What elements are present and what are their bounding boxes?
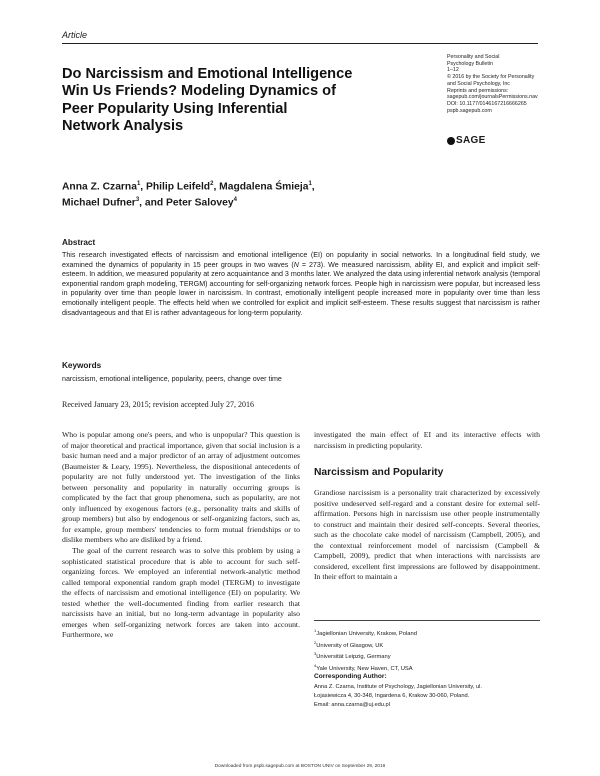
sage-logo-icon [447, 137, 455, 145]
title-line: Do Narcissism and Emotional Intelligence [62, 66, 353, 82]
body-paragraph: investigated the main effect of EI and its interactive effects with narcissism in predicting popularity. [314, 430, 540, 450]
article-label: Article [62, 30, 88, 40]
author-name: , Philip Leifeld [140, 181, 211, 193]
title-line: Win Us Friends? Modeling Dynamics of [62, 83, 336, 100]
doi-line[interactable]: DOI: 10.1177/0146167216666265 [447, 100, 527, 107]
journal-info [447, 54, 557, 114]
keywords-text: narcissism, emotional intelligence, popularity, peers, change over time [62, 375, 282, 383]
paper-title [62, 66, 422, 136]
corresponding-author-details [314, 683, 540, 709]
body-right-column [314, 488, 540, 583]
keywords-heading: Keywords [62, 361, 102, 370]
journal-info-line: 1–12 [447, 67, 459, 74]
journal-info-line: Psychology Bulletin [447, 60, 493, 67]
author-affiliation-mark: 2 [210, 181, 214, 187]
body-left-column [62, 430, 300, 641]
corresponding-line: Anna Z. Czarna, Institute of Psychology, Jagiellonian University, ul. [314, 684, 482, 690]
journal-url[interactable]: pspb.sagepub.com [447, 107, 492, 114]
footnote-rule [314, 620, 540, 621]
body-paragraph: Who is popular among one's peers, and who is unpopular? This question is of major theoretical and practical importance, given that social inclusion is a basic human need and a major predictor of an array of adjustment outcomes (Baumeister & Leary, 1995). Nevertheless, the dispositional antecedents of popularity are not fully understood yet. The investigation of the links between personality and popularity in naturally occurring groups is complicated by the fact that group phenomena, such as popularity, are not only influenced by exogenous factors (e.g., personality traits and skills of group members) but also by endogenous or self-organizing factors, such as, for example, group members' tendencies to form mutual friendships or to dislike members who are disliked by a friend. [62, 430, 300, 545]
body-paragraph: Grandiose narcissism is a personality trait characterized by excessively positive undeserved self-regard and a constant desire for external self-affirmation. Persons high in narcissism use other people instrumentally to construct and maintain their desired self-concepts. Several theories, such as the chocolate cake model of narcissism (Campbell, 2005), and the contextual reinforcement model of narcissism (Campbell & Campbell, 2009), predict that when interactions with narcissists are considered, excellent first impressions are followed by disappointment. In their effort to maintain a [314, 488, 540, 582]
author-affiliation-mark: 1 [136, 181, 141, 187]
affiliation-line: $^3$Universität Leipzig, Germany [314, 651, 391, 661]
author-name: , Magdalena Śmieja [213, 181, 309, 193]
affiliations [314, 627, 540, 674]
author-name: Michael Dufner [62, 197, 136, 209]
title-line: Network Analysis [62, 118, 184, 135]
affiliation-line: $^1$Jagiellonian University, Krakow, Poland [314, 628, 417, 637]
body-right-continuation [314, 430, 540, 451]
corresponding-author-heading: Corresponding Author: [314, 673, 387, 680]
journal-info-line: Reprints and permissions: [447, 87, 509, 94]
title-line: Peer Popularity Using Inferential [62, 100, 288, 117]
author-affiliation-mark: 1 [308, 181, 312, 187]
sage-logo-text: SAGE [456, 135, 486, 146]
abstract-heading: Abstract [62, 238, 96, 247]
affiliation-line: $^2$University of Glasgow, UK [314, 639, 384, 649]
affiliation-line: $^4$Yale University, New Haven, CT, USA [314, 663, 413, 673]
sage-logo [447, 135, 486, 146]
header-rule [62, 43, 538, 44]
corresponding-line: Łojasiewicza 4, 30-348, Ingardena 6, Krakow 30-060, Poland. [314, 692, 470, 699]
abstract-text: This research investigated effects of narcissism and emotional intelligence (EI) on popularity in social networks. In a longitudinal field study, we examined the dynamics of popularity in 15 peer groups in two waves (N = 273). We measured narcissism, ability EI, and explicit and implicit self-esteem. In addition, we measured popularity at zero acquaintance and 3 months later. We analyzed the data using inferential network analysis (temporal exponential random graph modeling, TERGM) accounting for self-organizing network forces. People high in narcissism were popular, but increased less in popularity over time than people lower in narcissism. In contrast, emotionally intelligent people increased more in popularity over time than less emotionally intelligent people. The effects held when we controlled for explicit and implicit self-esteem. These results suggest that narcissism is rather disadvantageous and that EI is rather advantageous for long-term popularity. [62, 251, 540, 317]
received-dates: Received January 23, 2015; revision accepted July 27, 2016 [62, 400, 254, 409]
section-heading: Narcissism and Popularity [314, 467, 444, 478]
author-affiliation-mark: 3 [135, 197, 140, 204]
author-name: Anna Z. Czarna [62, 181, 137, 193]
download-footer: Downloaded from pspb.sagepub.com at BOSTON UNIV on September 29, 2016 [214, 764, 386, 769]
author-list: Anna Z. Czarna$^1$, Philip Leifeld$^2$, Magdalena Śmieja$^1$, Michael Dufner$^3$, and Peter Salovey$^4$ [62, 181, 315, 209]
journal-info-line: and Social Psychology, Inc [447, 80, 510, 87]
author-affiliation-mark: 4 [233, 197, 237, 204]
journal-info-line[interactable]: sagepub.com/journalsPermissions.nav [447, 94, 538, 101]
journal-info-line: Personality and Social [447, 54, 500, 60]
journal-info-line: © 2016 by the Society for Personality [447, 74, 535, 81]
author-name: , and Peter Salovey [139, 197, 234, 209]
corresponding-email[interactable]: Email: anna.czarna@uj.edu.pl [314, 701, 390, 708]
body-paragraph: The goal of the current research was to solve this problem by using a sophisticated statistical procedure that is able to account for such self-organizing forces. We employed an inferential network-analytic method called temporal exponential random graph model (TERGM) to investigate the effects of narcissism and emotional intelligence (EI) on popularity. We tested whether the well-documented finding from earlier research that narcissists have an initial, but no long-term advantage in popularity also emerges when self-organizing network forces are taken into account. Furthermore, we [62, 546, 300, 640]
